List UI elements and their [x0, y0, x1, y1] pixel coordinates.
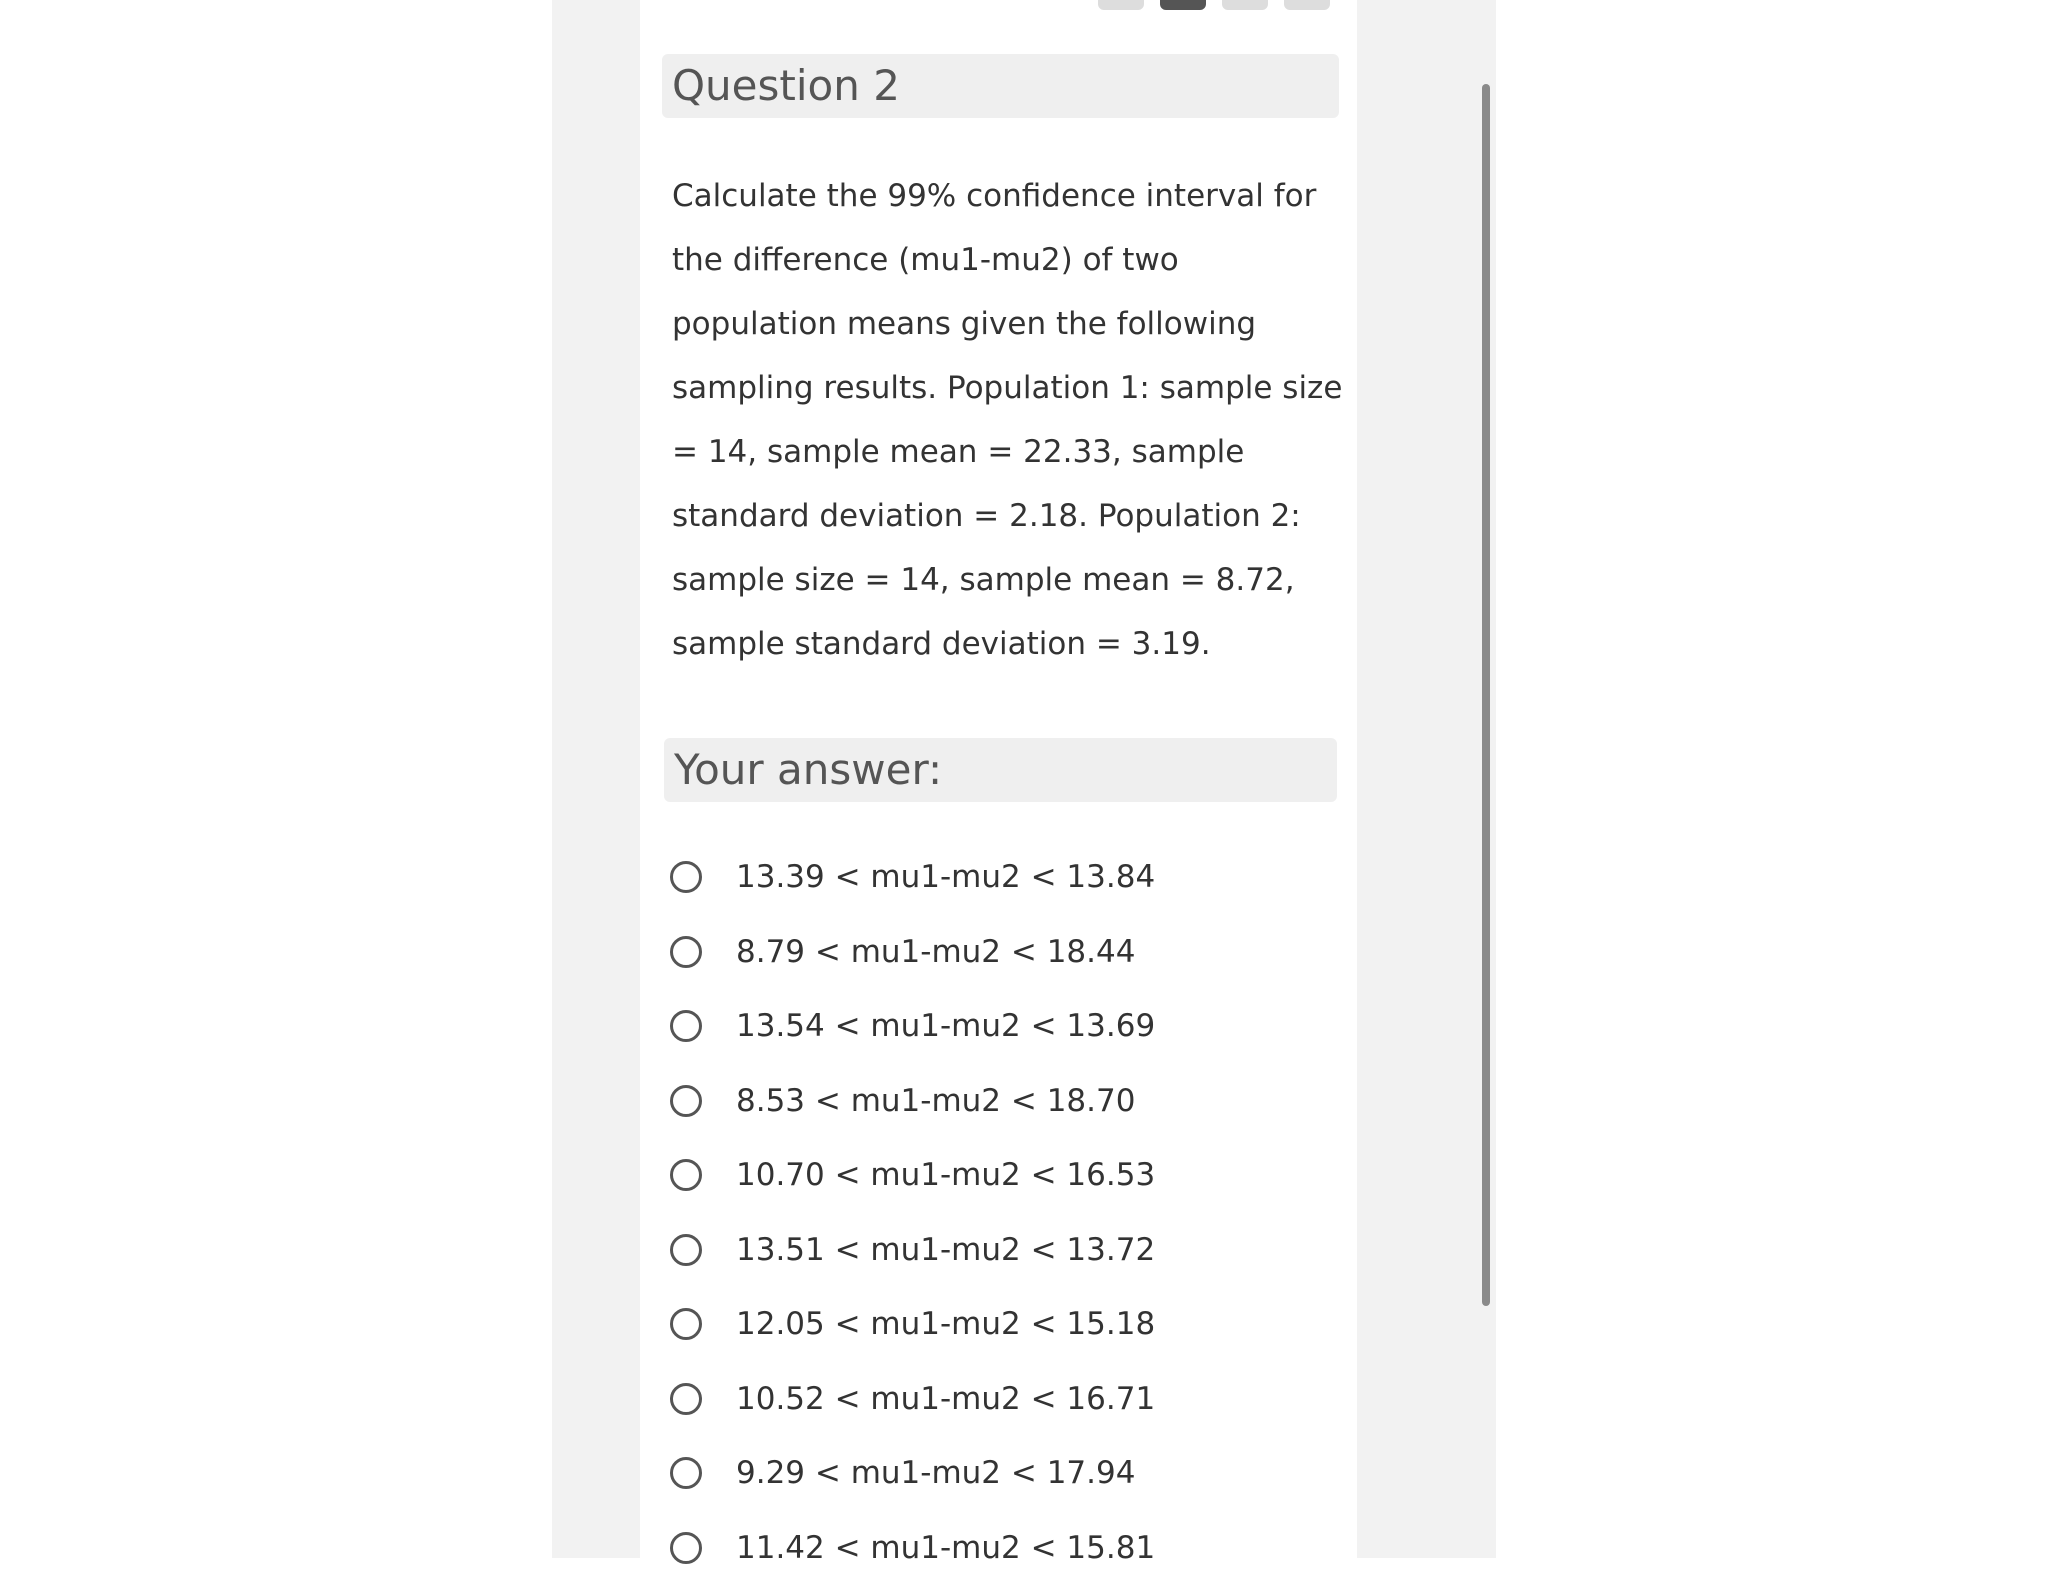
answer-option[interactable] [670, 1436, 1155, 1511]
answer-option[interactable] [670, 915, 1155, 990]
radio-button[interactable] [670, 1234, 702, 1266]
answer-option-label: 10.70 < mu1-mu2 < 16.53 [736, 1157, 1155, 1193]
radio-button[interactable] [670, 1085, 702, 1117]
question-nav-button[interactable] [1098, 0, 1144, 10]
scrollbar-thumb[interactable] [1482, 84, 1490, 1306]
radio-button[interactable] [670, 1159, 702, 1191]
radio-button[interactable] [670, 1308, 702, 1340]
answer-option-label: 11.42 < mu1-mu2 < 15.81 [736, 1530, 1155, 1566]
question-nav-button[interactable] [1222, 0, 1268, 10]
answer-option[interactable] [670, 1362, 1155, 1437]
question-nav-button[interactable] [1284, 0, 1330, 10]
radio-button[interactable] [670, 1532, 702, 1564]
question-title: Question 2 [662, 54, 1339, 118]
answer-options [670, 840, 1155, 1585]
answer-option-label: 8.53 < mu1-mu2 < 18.70 [736, 1083, 1135, 1119]
answer-option-label: 10.52 < mu1-mu2 < 16.71 [736, 1381, 1155, 1417]
answer-option-label: 13.39 < mu1-mu2 < 13.84 [736, 859, 1155, 895]
answer-option[interactable] [670, 1287, 1155, 1362]
question-text: Calculate the 99% confidence interval for the difference (mu1-mu2) of two population means given the following sampling results. Population 1: sample size = 14, sample mean = 22.33, sample standard deviation = 2.18. Population 2: sample size = 14, sample mean = 8.72, sample standard deviation = 3.19. [672, 164, 1352, 676]
radio-button[interactable] [670, 1010, 702, 1042]
answer-option[interactable] [670, 989, 1155, 1064]
answer-option[interactable] [670, 840, 1155, 915]
answer-option-label: 13.51 < mu1-mu2 < 13.72 [736, 1232, 1155, 1268]
answer-option-label: 13.54 < mu1-mu2 < 13.69 [736, 1008, 1155, 1044]
radio-button[interactable] [670, 1457, 702, 1489]
answer-header: Your answer: [664, 738, 1337, 802]
answer-option[interactable] [670, 1064, 1155, 1139]
answer-option[interactable] [670, 1511, 1155, 1585]
answer-option-label: 9.29 < mu1-mu2 < 17.94 [736, 1455, 1135, 1491]
answer-option[interactable] [670, 1138, 1155, 1213]
answer-option-label: 12.05 < mu1-mu2 < 15.18 [736, 1306, 1155, 1342]
question-nav-button-current[interactable] [1160, 0, 1206, 10]
answer-option-label: 8.79 < mu1-mu2 < 18.44 [736, 934, 1135, 970]
radio-button[interactable] [670, 936, 702, 968]
radio-button[interactable] [670, 861, 702, 893]
radio-button[interactable] [670, 1383, 702, 1415]
answer-option[interactable] [670, 1213, 1155, 1288]
